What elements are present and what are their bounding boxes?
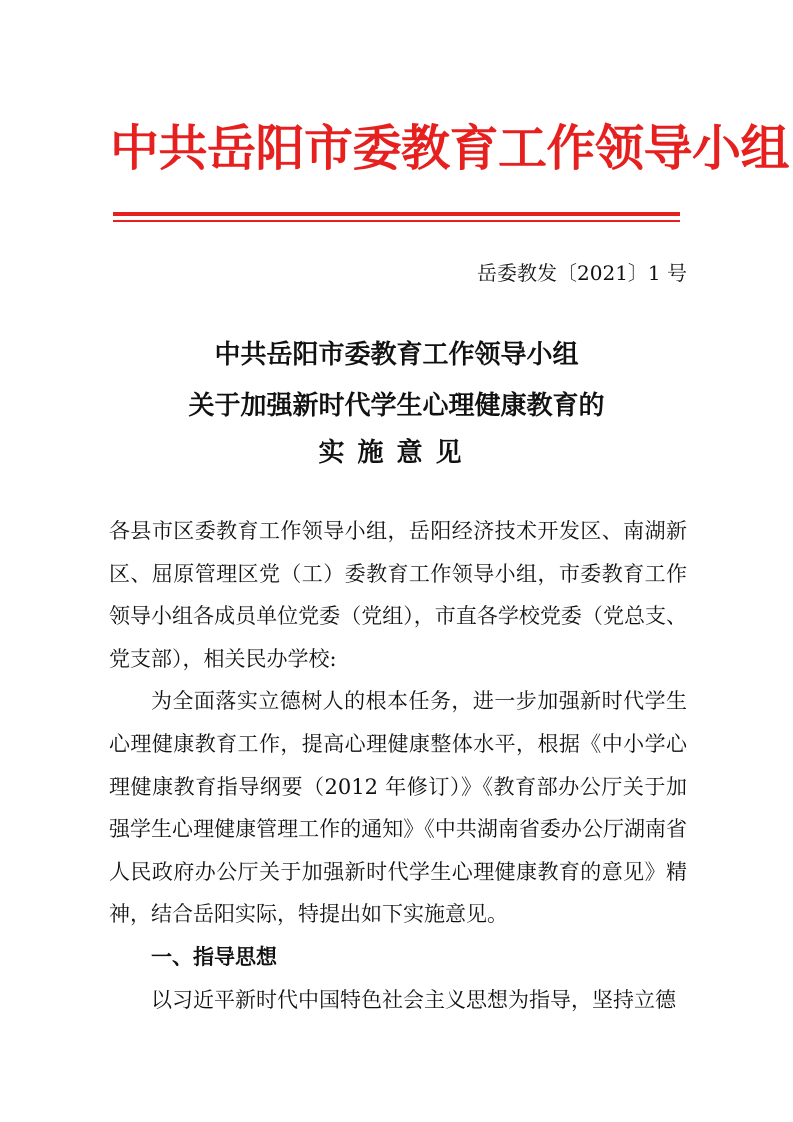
document-title-line-1: 中共岳阳市委教育工作领导小组 bbox=[214, 340, 579, 370]
document-title-line-3: 实施意见 bbox=[318, 438, 475, 468]
letterhead-rule-thick bbox=[113, 212, 680, 216]
intro-paragraph: 为全面落实立德树人的根本任务，进一步加强新时代学生心理健康教育工作，提高心理健康整体水平，根据《中小学心理健康教育指导纲要（2012 年修订）》《教育部办公厅关于加强学生心理健康管理工作的通知》《中共湖南省委办公厅湖南省人民政府办公厅关于加强新时代学生心理健康教育的意见》精神，结合岳阳实际，特提出如下实施意见。 bbox=[109, 689, 687, 927]
addressee-paragraph: 各县市区委教育工作领导小组，岳阳经济技术开发区、南湖新区、屈原管理区党（工）委教育工作领导小组，市委教育工作领导小组各成员单位党委（党组），市直各学校党委（党总支、党支部），相关民办学校: bbox=[109, 519, 687, 671]
document-title-line-2: 关于加强新时代学生心理健康教育的 bbox=[188, 391, 605, 421]
section-paragraph: 以习近平新时代中国特色社会主义思想为指导，坚持立德 bbox=[151, 987, 676, 1012]
letterhead-title: 中共岳阳市委教育工作领导小组 bbox=[110, 119, 790, 177]
letterhead-rule-thin bbox=[113, 220, 680, 222]
document-number: 岳委教发〔2021〕1 号 bbox=[477, 261, 687, 285]
document-body bbox=[109, 510, 687, 1021]
section-heading-guiding-ideology: 一、指导思想 bbox=[151, 944, 277, 969]
